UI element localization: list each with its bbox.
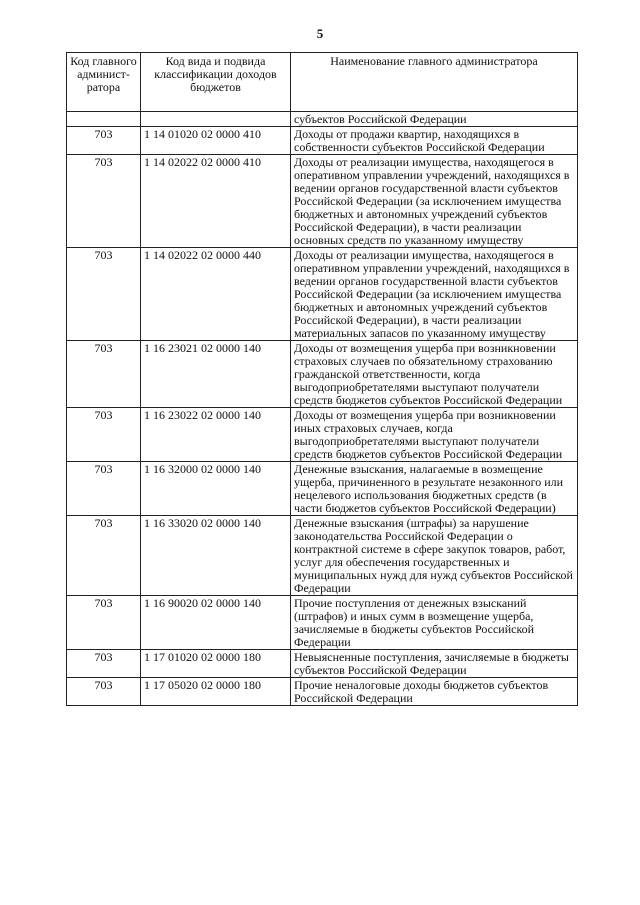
revenue-name-cell: Доходы от возмещения ущерба при возникновении иных страховых случаев, когда выгодоприобретателями выступают получатели средств бюджетов субъектов Российской Федерации — [291, 408, 578, 462]
continuation-row — [67, 112, 578, 127]
table-row — [67, 341, 578, 408]
revenue-name-cell: Прочие неналоговые доходы бюджетов субъектов Российской Федерации — [291, 678, 578, 706]
header-admin-name: Наименование главного администратора — [291, 53, 578, 112]
table-row — [67, 408, 578, 462]
revenue-name-cell: Прочие поступления от денежных взысканий (штрафов) и иных сумм в возмещение ущерба, зачисляемые в бюджеты субъектов Российской Федерации — [291, 596, 578, 650]
admin-code-cell: 703 — [67, 596, 141, 650]
table-row — [67, 248, 578, 341]
header-kbk: Код вида и подвида классификации доходов бюджетов — [141, 53, 291, 112]
table-row — [67, 516, 578, 596]
admin-code-cell: 703 — [67, 678, 141, 706]
continuation-cell-empty-2 — [141, 112, 291, 127]
continuation-text: субъектов Российской Федерации — [291, 112, 578, 127]
kbk-cell: 1 16 23021 02 0000 140 — [141, 341, 291, 408]
revenue-name-cell: Доходы от реализации имущества, находящегося в оперативном управлении учреждений, находящихся в ведении органов государственной власти субъектов Российской Федерации (за исключением имущества бюджетных и автономных учреждений субъектов Российской Федерации), в части реализации материальных запасов по указанному имуществу — [291, 248, 578, 341]
kbk-cell: 1 16 23022 02 0000 140 — [141, 408, 291, 462]
kbk-cell: 1 14 02022 02 0000 410 — [141, 155, 291, 248]
revenue-name-cell: Денежные взыскания (штрафы) за нарушение законодательства Российской Федерации о контрактной системе в сфере закупок товаров, работ, услуг для обеспечения государственных и муниципальных нужд для нужд субъектов Российской Федерации — [291, 516, 578, 596]
kbk-cell: 1 16 32000 02 0000 140 — [141, 462, 291, 516]
page-number: 5 — [316, 26, 324, 41]
kbk-cell: 1 17 01020 02 0000 180 — [141, 650, 291, 678]
continuation-cell-empty-1 — [67, 112, 141, 127]
admin-code-cell: 703 — [67, 516, 141, 596]
table-header-row — [67, 53, 578, 112]
kbk-cell: 1 16 90020 02 0000 140 — [141, 596, 291, 650]
admin-code-cell: 703 — [67, 248, 141, 341]
kbk-cell: 1 16 33020 02 0000 140 — [141, 516, 291, 596]
admin-code-cell: 703 — [67, 462, 141, 516]
admin-code-cell: 703 — [67, 155, 141, 248]
table-row — [67, 596, 578, 650]
revenue-name-cell: Невыясненные поступления, зачисляемые в бюджеты субъектов Российской Федерации — [291, 650, 578, 678]
admin-code-cell: 703 — [67, 127, 141, 155]
table-row — [67, 678, 578, 706]
kbk-cell: 1 17 05020 02 0000 180 — [141, 678, 291, 706]
revenue-name-cell: Доходы от продажи квартир, находящихся в собственности субъектов Российской Федерации — [291, 127, 578, 155]
admin-code-cell: 703 — [67, 650, 141, 678]
admin-code-cell: 703 — [67, 408, 141, 462]
revenue-name-cell: Доходы от возмещения ущерба при возникновении страховых случаев по обязательному страхованию гражданской ответственности, когда выгодоприобретателями выступают получатели средств бюджетов субъектов Российской Федерации — [291, 341, 578, 408]
revenue-name-cell: Денежные взыскания, налагаемые в возмещение ущерба, причиненного в результате незаконного или нецелевого использования бюджетных средств (в части бюджетов субъектов Российской Федерации) — [291, 462, 578, 516]
table-row — [67, 127, 578, 155]
header-admin-code: Код главного админист- ратора — [67, 53, 141, 112]
revenue-admin-table — [66, 52, 578, 706]
table-row — [67, 462, 578, 516]
kbk-cell: 1 14 02022 02 0000 440 — [141, 248, 291, 341]
kbk-cell: 1 14 01020 02 0000 410 — [141, 127, 291, 155]
revenue-name-cell: Доходы от реализации имущества, находящегося в оперативном управлении учреждений, находящихся в ведении органов государственной власти субъектов Российской Федерации (за исключением имущества бюджетных и автономных учреждений субъектов Российской Федерации), в части реализации основных средств по указанному имуществу — [291, 155, 578, 248]
table-row — [67, 650, 578, 678]
admin-code-cell: 703 — [67, 341, 141, 408]
table-row — [67, 155, 578, 248]
